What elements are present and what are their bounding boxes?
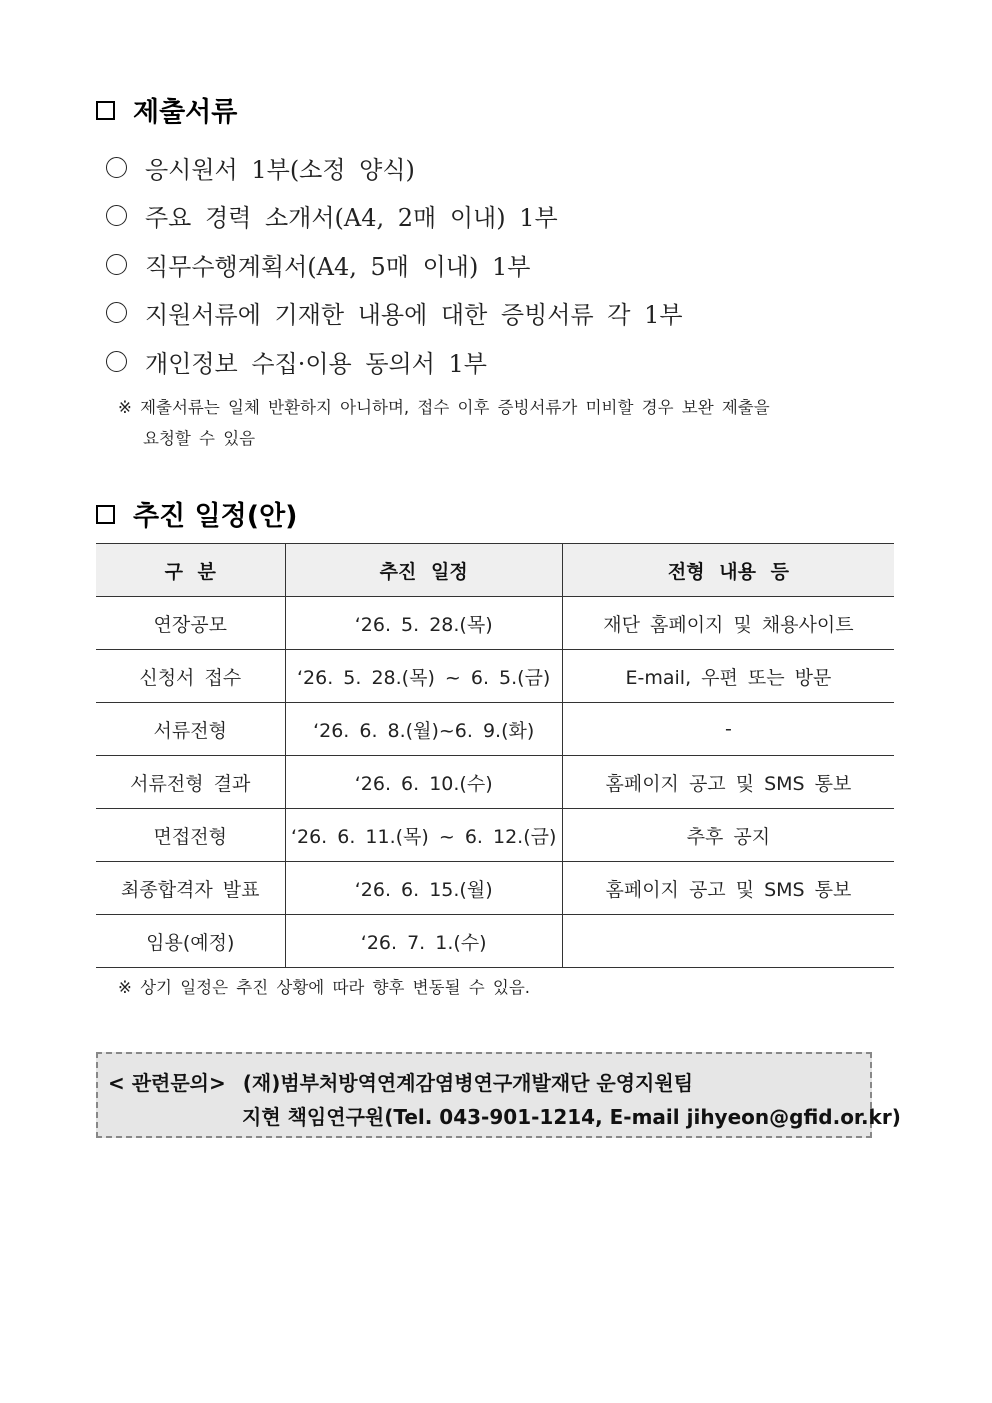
cell-content: 추후 공지 [562,809,894,862]
contact-org: (재)범부처방역연계감염병연구개발재단 운영지원팀 [242,1071,694,1095]
schedule-note-text: ※ 상기 일정은 추진 상황에 따라 향후 변동될 수 있음. [118,978,531,997]
cell-schedule: ‘26. 7. 1.(수) [285,915,562,968]
cell-category: 연장공모 [96,597,285,650]
list-item [106,143,683,192]
schedule-note [118,972,530,1003]
cell-category: 서류전형 [96,703,285,756]
list-item [106,289,683,338]
circle-bullet-icon [106,205,127,226]
list-item [106,192,683,241]
cell-schedule: ‘26. 5. 28.(목) [285,597,562,650]
cell-category: 신청서 접수 [96,650,285,703]
section-title-schedule [96,494,298,533]
table-row [96,862,894,915]
list-item [106,240,683,289]
header-schedule: 추진 일정 [285,544,562,597]
cell-schedule: ‘26. 6. 11.(목) ~ 6. 12.(금) [285,809,562,862]
cell-schedule: ‘26. 6. 10.(수) [285,756,562,809]
contact-line-1 [108,1067,693,1096]
table-row [96,809,894,862]
header-content: 전형 내용 등 [562,544,894,597]
square-bullet-icon [96,101,115,120]
header-category: 구 분 [96,544,285,597]
circle-bullet-icon [106,254,127,275]
note-line-2: 요청할 수 있음 [143,429,256,448]
contact-person: 지현 책임연구원(Tel. 043-901-1214, E-mail jihyeon@gfid.or.kr) [242,1105,901,1129]
document-list [106,143,683,386]
contact-box [96,1052,901,1138]
contact-line-2 [242,1101,901,1130]
cell-category: 서류전형 결과 [96,756,285,809]
cell-category: 최종합격자 발표 [96,862,285,915]
cell-category: 면접전형 [96,809,285,862]
section-title-text: 추진 일정(안) [133,501,298,532]
cell-content: 홈페이지 공고 및 SMS 통보 [562,862,894,915]
list-item-text: 응시원서 1부(소정 양식) [145,155,415,184]
table-row [96,756,894,809]
table-row [96,650,894,703]
contact-label: < 관련문의> [108,1071,226,1095]
list-item-text: 주요 경력 소개서(A4, 2매 이내) 1부 [145,204,558,233]
cell-content: 재단 홈페이지 및 채용사이트 [562,597,894,650]
cell-content: 홈페이지 공고 및 SMS 통보 [562,756,894,809]
square-bullet-icon [96,505,115,524]
cell-schedule: ‘26. 6. 15.(월) [285,862,562,915]
table-row [96,703,894,756]
section-title-documents [96,90,237,129]
list-item [106,337,683,386]
documents-note [118,392,770,454]
cell-content [562,915,894,968]
list-item-text: 개인정보 수집·이용 동의서 1부 [145,349,487,378]
cell-category: 임용(예정) [96,915,285,968]
cell-schedule: ‘26. 6. 8.(월)~6. 9.(화) [285,703,562,756]
section-title-text: 제출서류 [133,97,238,128]
circle-bullet-icon [106,302,127,323]
table-row [96,597,894,650]
cell-content: E-mail, 우편 또는 방문 [562,650,894,703]
table-row [96,915,894,968]
schedule-table [96,543,894,968]
table-header-row [96,544,894,597]
circle-bullet-icon [106,157,127,178]
list-item-text: 직무수행계획서(A4, 5매 이내) 1부 [145,252,531,281]
cell-content: - [562,703,894,756]
cell-schedule: ‘26. 5. 28.(목) ~ 6. 5.(금) [285,650,562,703]
note-line-1: ※ 제출서류는 일체 반환하지 아니하며, 접수 이후 증빙서류가 미비할 경우 보완 제출을 [118,398,770,417]
circle-bullet-icon [106,351,127,372]
list-item-text: 지원서류에 기재한 내용에 대한 증빙서류 각 1부 [145,301,683,330]
